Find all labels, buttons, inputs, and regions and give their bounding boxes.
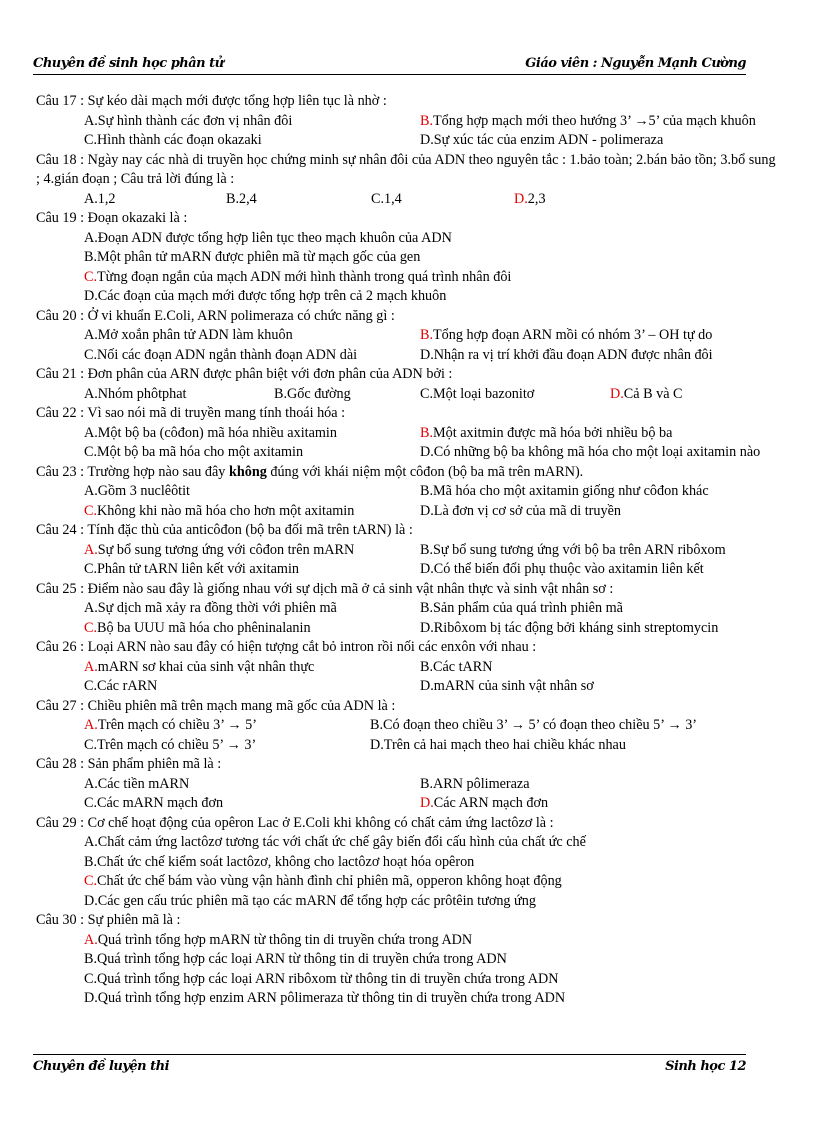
question-18: Câu 18 : Ngày nay các nhà di truyền học chứng minh sự nhân đôi của ADN theo nguyên tắc : 1.bảo toàn; 2.bán bảo tồn; 3.bổ sung ; 4.gián đoạn ; Câu trả lời đúng là : bbox=[36, 151, 776, 187]
footer-left-title: Chuyên đề luyện thi bbox=[33, 1059, 170, 1074]
option-b: B.Gốc đường bbox=[274, 385, 351, 402]
answer-letter: C. bbox=[84, 268, 98, 285]
page-footer bbox=[33, 1054, 746, 1079]
question-21: Câu 21 : Đơn phân của ARN được phân biệt với đơn phân của ADN bởi : bbox=[36, 366, 453, 382]
option-d: D.Ribôxom bị tác động bởi kháng sinh streptomycin bbox=[420, 619, 719, 636]
question-17: Câu 17 : Sự kéo dài mạch mới được tổng hợp liên tục là nhờ : bbox=[36, 93, 387, 109]
options-row bbox=[36, 736, 781, 756]
option-d bbox=[420, 794, 548, 814]
option-b: B.Chất ức chế kiểm soát lactôzơ, không cho lactôzơ hoạt hóa opêron bbox=[84, 853, 475, 870]
option-b-text: Tổng hợp mạch mới theo hướng 3’ →5’ của mạch khuôn bbox=[433, 112, 756, 129]
question-22: Câu 22 : Vì sao nói mã di truyền mang tính thoái hóa : bbox=[36, 405, 346, 421]
question-20: Câu 20 : Ở vi khuẩn E.Coli, ARN polimeraza có chức năng gì : bbox=[36, 307, 395, 324]
option-c: C.Nối các đoạn ADN ngắn thành đoạn ADN dài bbox=[84, 346, 358, 363]
option-b bbox=[420, 424, 672, 444]
option-c bbox=[36, 502, 420, 522]
option-a bbox=[36, 658, 420, 678]
answer-letter: B. bbox=[420, 327, 434, 343]
option-c bbox=[36, 872, 781, 892]
question-29: Câu 29 : Cơ chế hoạt động của opêron Lac ở E.Coli khi không có chất cảm ứng lactôzơ là : bbox=[36, 814, 554, 831]
answer-letter: D. bbox=[514, 190, 528, 207]
option-c-text: Chất ức chế bám vào vùng vận hành đình chỉ phiên mã, opperon không hoạt động bbox=[97, 873, 562, 889]
option-c: C.Quá trình tổng hợp các loại ARN ribôxom từ thông tin di truyền chứa trong ADN bbox=[84, 970, 559, 987]
option-c: C.Trên mạch có chiều 5’ → 3’ bbox=[84, 736, 257, 753]
question-25: Câu 25 : Điểm nào sau đây là giống nhau với sự dịch mã ở cả sinh vật nhân thực và sinh vật nhân sơ : bbox=[36, 580, 614, 597]
option-c: C.Một loại bazonitơ bbox=[420, 385, 535, 402]
option-a: A.Nhóm phôtphat bbox=[84, 385, 187, 402]
answer-letter: C. bbox=[84, 873, 98, 889]
option-a: A.Đoạn ADN được tổng hợp liên tục theo mạch khuôn của ADN bbox=[84, 229, 452, 246]
answer-letter: D. bbox=[420, 795, 434, 811]
option-d: D.Quá trình tổng hợp enzim ARN pôlimeraza từ thông tin di truyền chứa trong ADN bbox=[84, 990, 566, 1006]
option-b: B.Sự bổ sung tương ứng với bộ ba trên ARN ribôxom bbox=[420, 541, 726, 558]
option-a: A.Chất cảm ứng lactôzơ tương tác với chất ức chế gây biến đổi cấu hình của chất ức chế bbox=[84, 834, 586, 850]
option-a-text: mARN sơ khai của sinh vật nhân thực bbox=[97, 658, 315, 675]
question-26: Câu 26 : Loại ARN nào sau đây có hiện tượng cắt bỏ intron rồi nối các enxôn với nhau : bbox=[36, 639, 537, 655]
options-row bbox=[36, 541, 781, 561]
question-list bbox=[36, 92, 781, 1009]
option-d: D.mARN của sinh vật nhân sơ bbox=[420, 678, 594, 694]
answer-letter: B. bbox=[420, 424, 434, 441]
option-c: C.Một bộ ba mã hóa cho một axitamin bbox=[84, 444, 304, 460]
option-b: B.Quá trình tổng hợp các loại ARN từ thông tin di truyền chứa trong ADN bbox=[84, 951, 507, 967]
options-row bbox=[36, 326, 781, 346]
options-row bbox=[36, 443, 781, 463]
option-a-text: Trên mạch có chiều 3’ → 5’ bbox=[97, 717, 257, 733]
options-row bbox=[36, 658, 781, 678]
option-c: C.1,4 bbox=[371, 190, 402, 207]
options-row bbox=[36, 775, 781, 795]
option-a bbox=[36, 541, 420, 561]
option-d: D.Có những bộ ba không mã hóa cho một loại axitamin nào bbox=[420, 444, 761, 460]
option-d: D.Các gen cấu trúc phiên mã tạo các mARN để tổng hợp các prôtêin tương ứng bbox=[84, 892, 536, 909]
answer-letter: A. bbox=[84, 717, 98, 733]
options-row bbox=[36, 599, 781, 619]
question-30: Câu 30 : Sự phiên mã là : bbox=[36, 912, 181, 928]
options-row bbox=[36, 794, 781, 814]
option-b: B.2,4 bbox=[226, 190, 257, 207]
option-a: A.Các tiền mARN bbox=[84, 775, 190, 792]
option-d: D.Có thể biến đổi phụ thuộc vào axitamin liên kết bbox=[420, 561, 704, 577]
question-19: Câu 19 : Đoạn okazaki là : bbox=[36, 210, 188, 226]
answer-letter: C. bbox=[84, 502, 98, 519]
answer-letter: A. bbox=[84, 541, 98, 558]
option-c: C.Các mARN mạch đơn bbox=[84, 795, 224, 811]
option-c-text: Bộ ba UUU mã hóa cho phêninalanin bbox=[97, 619, 311, 636]
option-b bbox=[420, 112, 756, 132]
options-row bbox=[36, 560, 781, 580]
option-b: B.Sản phẩm của quá trình phiên mã bbox=[420, 600, 623, 616]
options-row bbox=[36, 716, 781, 736]
question-23-pre: Câu 23 : Trường hợp nào sau đây bbox=[36, 463, 229, 480]
question-28: Câu 28 : Sản phẩm phiên mã là : bbox=[36, 756, 222, 772]
footer-subject: Sinh học 12 bbox=[665, 1059, 746, 1074]
option-b: B.Mã hóa cho một axitamin giống như côđon khác bbox=[420, 483, 709, 499]
option-d: D.Sự xúc tác của enzim ADN - polimeraza bbox=[420, 132, 664, 148]
option-a-text: Quá trình tổng hợp mARN từ thông tin di truyền chứa trong ADN bbox=[97, 931, 473, 948]
option-b bbox=[420, 326, 712, 346]
option-a: A.Sự hình thành các đơn vị nhân đôi bbox=[84, 112, 293, 129]
answer-letter: A. bbox=[84, 658, 98, 675]
answer-letter: B. bbox=[420, 112, 434, 129]
option-d-text: Các ARN mạch đơn bbox=[433, 795, 549, 811]
options-row bbox=[36, 619, 781, 639]
option-d bbox=[610, 385, 683, 405]
option-b: B.Một phân tử mARN được phiên mã từ mạch gốc của gen bbox=[84, 249, 421, 265]
options-row bbox=[36, 112, 781, 132]
header-left-title: Chuyên đề sinh học phân tử bbox=[33, 56, 224, 71]
option-a: A.Một bộ ba (côđon) mã hóa nhiều axitamin bbox=[84, 424, 337, 441]
option-b-text: Một axitmin được mã hóa bởi nhiều bộ ba bbox=[433, 424, 673, 441]
option-a-text: Sự bổ sung tương ứng với côđon trên mARN bbox=[97, 541, 355, 558]
options-row bbox=[36, 346, 781, 366]
option-d bbox=[514, 190, 546, 210]
option-b: B.Có đoạn theo chiều 3’ → 5’ có đoạn theo chiều 5’ → 3’ bbox=[370, 717, 698, 733]
question-23 bbox=[36, 463, 781, 483]
page-header bbox=[33, 52, 746, 75]
answer-letter: D. bbox=[610, 385, 624, 402]
option-c-text: Từng đoạn ngắn của mạch ADN mới hình thành trong quá trình nhân đôi bbox=[97, 268, 512, 285]
option-c-text: Không khi nào mã hóa cho hơn một axitamin bbox=[97, 502, 355, 519]
option-d-text: Cả B và C bbox=[623, 385, 683, 402]
option-c bbox=[36, 619, 420, 639]
option-b: B.Các tARN bbox=[420, 658, 493, 675]
options-row bbox=[36, 677, 781, 697]
options-row bbox=[36, 502, 781, 522]
header-teacher: Giáo viên : Nguyễn Mạnh Cường bbox=[525, 56, 746, 71]
option-c: C.Hình thành các đoạn okazaki bbox=[84, 132, 262, 148]
option-c: C.Phân tử tARN liên kết với axitamin bbox=[84, 561, 299, 577]
answer-letter: A. bbox=[84, 931, 98, 948]
option-a bbox=[36, 716, 370, 736]
option-a: A.Gồm 3 nuclêôtit bbox=[84, 483, 190, 499]
options-row bbox=[36, 424, 781, 444]
option-c: C.Các rARN bbox=[84, 678, 158, 694]
option-d: D.Trên cả hai mạch theo hai chiều khác nhau bbox=[370, 736, 626, 753]
question-24: Câu 24 : Tính đặc thù của anticôđon (bộ ba đối mã trên tARN) là : bbox=[36, 522, 413, 538]
option-c bbox=[36, 268, 781, 288]
option-d-text: 2,3 bbox=[527, 190, 546, 207]
option-a: A.Mở xoắn phân tử ADN làm khuôn bbox=[84, 327, 293, 343]
options-row bbox=[36, 190, 781, 210]
options-row bbox=[36, 482, 781, 502]
question-23-post: đúng với khái niệm một côđon (bộ ba mã trên mARN). bbox=[266, 463, 584, 480]
option-a: A.Sự dịch mã xảy ra đồng thời với phiên mã bbox=[84, 600, 337, 616]
options-row bbox=[36, 131, 781, 151]
option-d: D.Nhận ra vị trí khởi đầu đoạn ADN được nhân đôi bbox=[420, 346, 713, 363]
option-b: B.ARN pôlimeraza bbox=[420, 775, 530, 792]
answer-letter: C. bbox=[84, 619, 98, 636]
option-b-text: Tổng hợp đoạn ARN mồi có nhóm 3’ – OH tự do bbox=[433, 327, 713, 343]
question-23-emphasis: không bbox=[228, 463, 267, 480]
option-a: A.1,2 bbox=[84, 190, 116, 207]
option-a bbox=[36, 931, 781, 951]
option-d: D.Là đơn vị cơ sở của mã di truyền bbox=[420, 502, 621, 519]
option-d: D.Các đoạn của mạch mới được tổng hợp trên cả 2 mạch khuôn bbox=[84, 288, 447, 304]
options-row bbox=[36, 385, 781, 405]
question-27: Câu 27 : Chiều phiên mã trên mạch mang mã gốc của ADN là : bbox=[36, 697, 396, 714]
